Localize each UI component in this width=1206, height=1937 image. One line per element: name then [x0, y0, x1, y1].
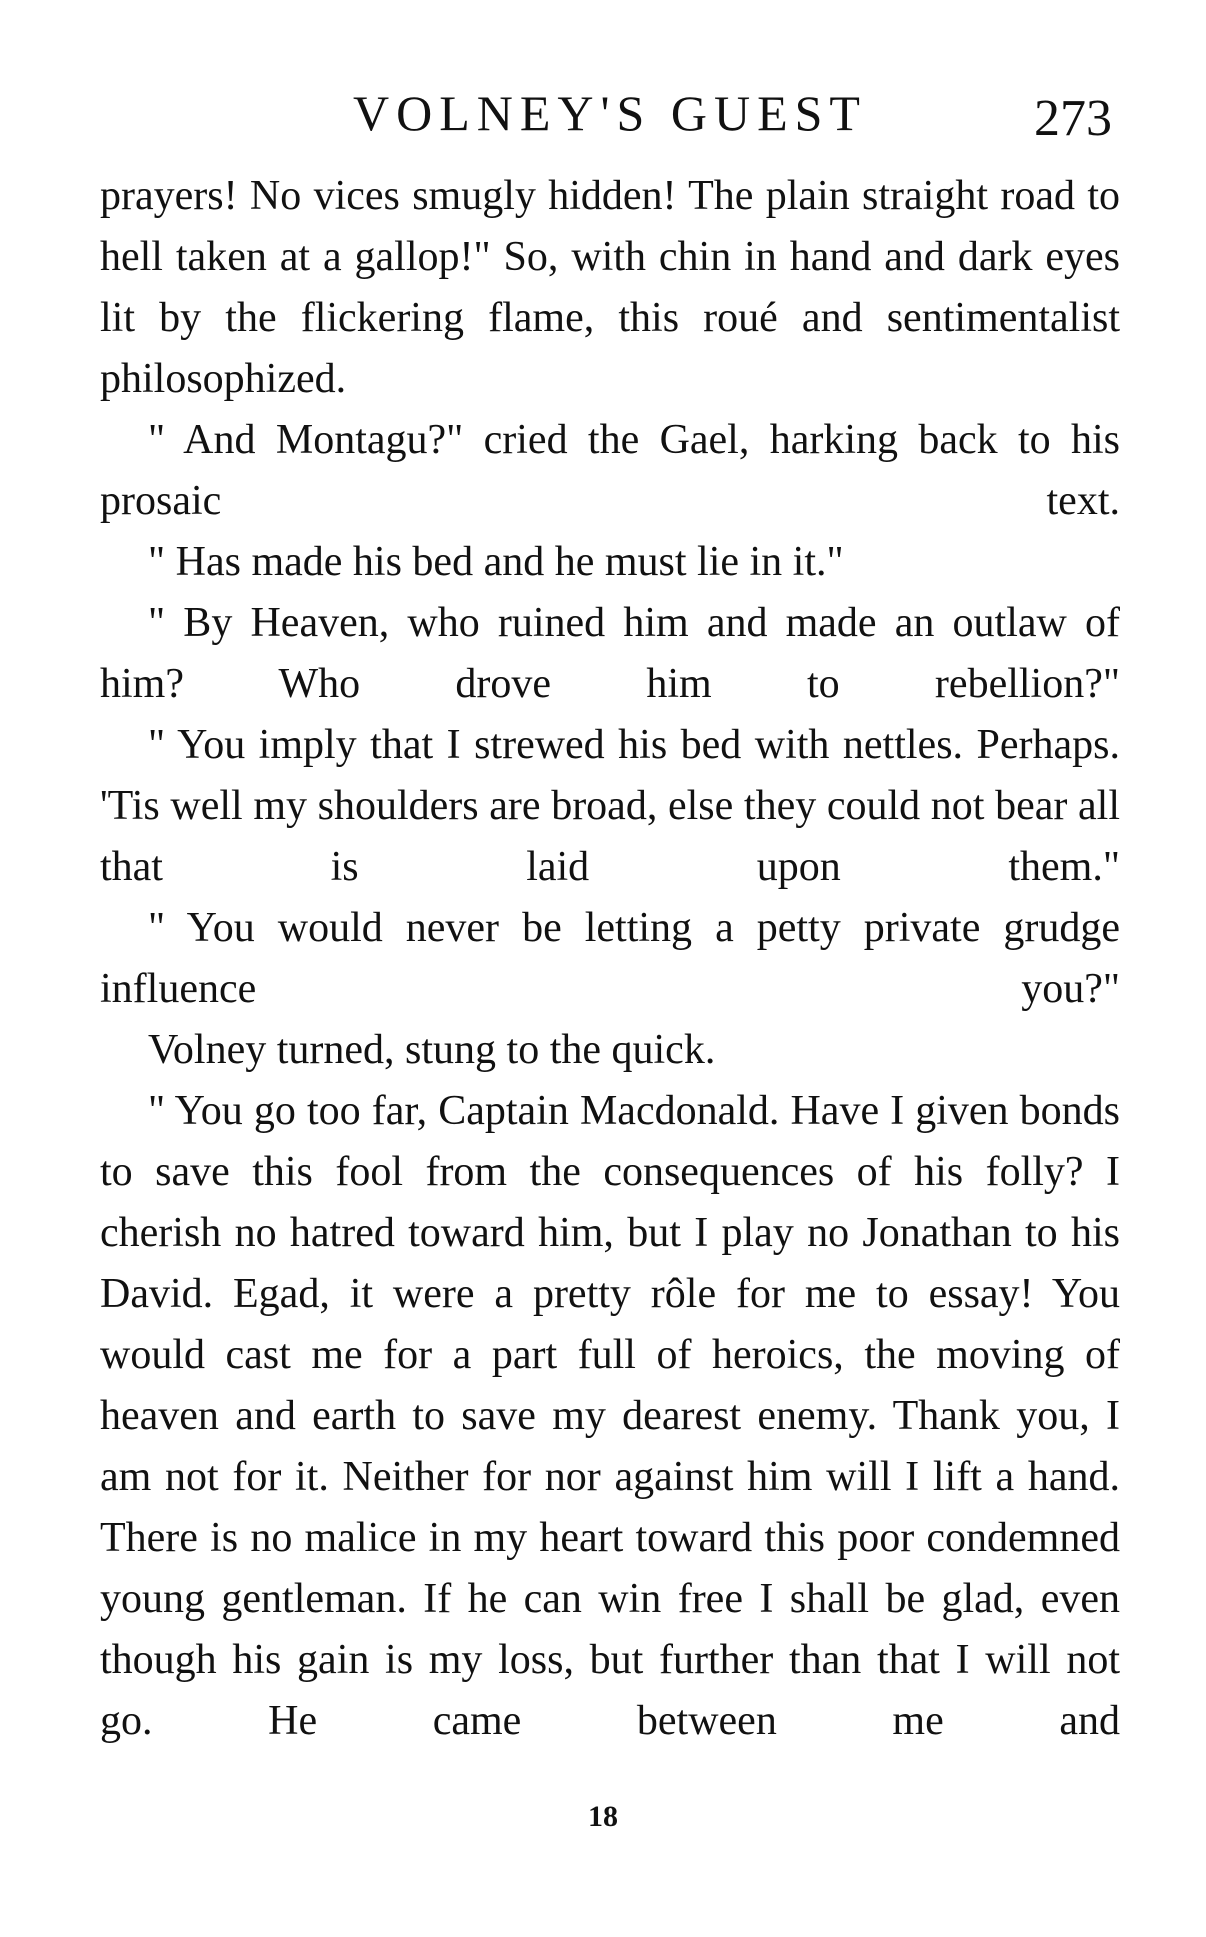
paragraph-volney-turned: Volney turned, stung to the quick. [148, 1027, 716, 1073]
paragraph-grudge: " You would never be letting a petty private grudge influence you?" [100, 905, 1120, 1012]
paragraph-made-his-bed: " Has made his bed and he must lie in it." [148, 539, 844, 585]
paragraph-by-heaven: " By Heaven, who ruined him and made an outlaw of him? Who drove him to rebellion?" [100, 600, 1120, 707]
running-head [100, 78, 1120, 148]
page-number: 273 [1034, 90, 1112, 147]
running-title: VOLNEY'S GUEST [353, 85, 867, 141]
paragraph-gael-question: " And Montagu?" cried the Gael, harking back to his prosaic text. [100, 417, 1120, 524]
paragraph-volney-reply: " You go too far, Captain Macdonald. Have I given bonds to save this fool from the consequences of his folly? I cherish no hatred toward him, but I play no Jonathan to his David. Egad, it were a pretty rôle for me to essay! You would cast me for a part full of heroics, the moving of heaven and earth to save my dearest enemy. Thank you, I am not for it. Neither for nor against him will I lift a hand. There is no malice in my heart toward this poor condemned young gentleman. If he can win free I shall be glad, even though his gain is my loss, but further than that I will not go. He came between me and [100, 1088, 1120, 1744]
body-text [100, 166, 1120, 1752]
paragraph-nettles: " You imply that I strewed his bed with nettles. Perhaps. 'Tis well my shoulders are broad, else they could not bear all that is laid upon them." [100, 722, 1120, 890]
signature-mark: 18 [588, 1800, 618, 1833]
paragraph-continued: prayers! No vices smugly hidden! The plain straight road to hell taken at a gallop!" So, with chin in hand and dark eyes lit by the flickering flame, this roué and sentimentalist philosophized. [100, 173, 1120, 402]
